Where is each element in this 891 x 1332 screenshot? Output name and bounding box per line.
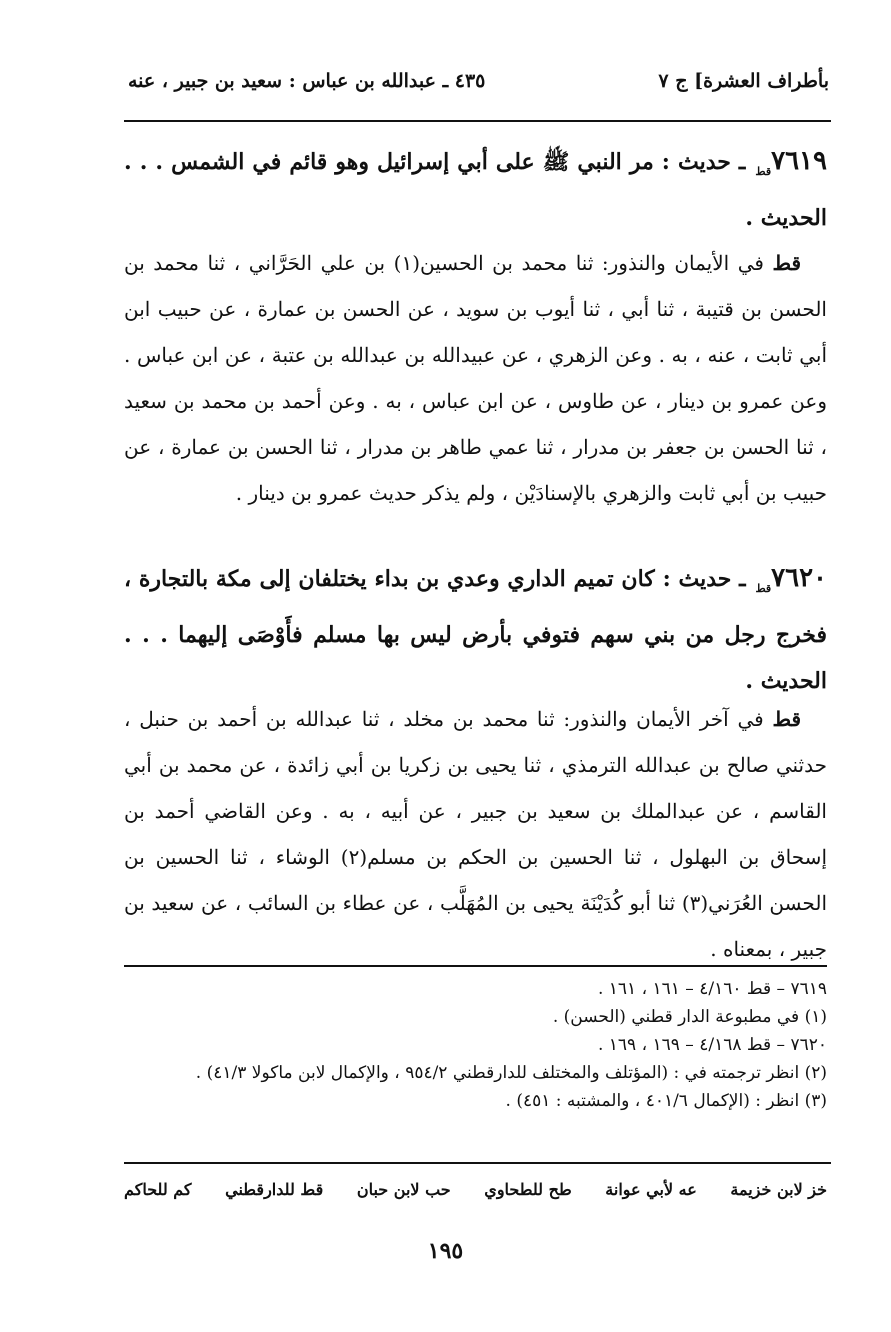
hadith-7620-heading: [124, 555, 827, 704]
hadith-7619-body: [124, 240, 827, 516]
footnote: ٧٦١٩ – قط ٤/١٦٠ – ١٦١ ، ١٦١ .: [597, 979, 827, 999]
hadith-title: ـ حديث : كان تميم الداري وعدي بن بداء يختلفان إلى مكة بالتجارة ، فخرج رجل من بني سهم فتوفي بأرض ليس بها مسلم فأَوْصَى إليهما . . . الحديث .: [124, 566, 827, 694]
running-header-book: بأطراف العشرة] ج ٧: [658, 70, 829, 92]
isnad-text: في الأيمان والنذور: ثنا محمد بن الحسين(١) بن علي الحَرَّاني ، ثنا محمد بن الحسن بن قتيبة ، ثنا أبي ، ثنا أيوب بن سويد ، عن الحسن بن عمارة ، عن حبيب ابن أبي ثابت ، عنه ، به . وعن الزهري ، عن عبيدالله بن عبدالله بن عتبة ، عن ابن عباس . وعن عمرو بن دينار ، عن طاوس ، عن ابن عباس ، به . وعن أحمد بن محمد بن سعيد ، ثنا الحسن بن جعفر بن مدرار ، ثنا عمي طاهر بن مدرار ، ثنا الحسن بن عمارة ، عن حبيب بن أبي ثابت والزهري بالإسنادَيْن ، ولم يذكر حديث عمرو بن دينار .: [124, 251, 827, 505]
abbreviations-bar: [124, 1180, 827, 1199]
hadith-number: ٧٦٢٠: [771, 563, 827, 593]
abbreviations-rule: [124, 1162, 831, 1164]
abbreviation: قط للدارقطني: [225, 1180, 324, 1199]
abbreviation: حب لابن حبان: [356, 1180, 451, 1199]
hadith-7619-heading: [124, 138, 827, 241]
source-sigla: قط: [772, 707, 802, 731]
hadith-title: ـ حديث : مر النبي ﷺ على أبي إسرائيل وهو قائم في الشمس . . . الحديث .: [124, 149, 827, 231]
page-number: ١٩٥: [427, 1238, 464, 1264]
abbreviation: عه لأبي عوانة: [605, 1180, 697, 1199]
header-rule: [124, 120, 831, 122]
abbreviation: خز لابن خزيمة: [730, 1180, 827, 1199]
hadith-number: ٧٦١٩: [771, 146, 827, 176]
footnote: (٣) انظر : (الإكمال ٤٠١/٦ ، والمشتبه : ٤٥١) .: [505, 1091, 827, 1111]
isnad-text: في آخر الأيمان والنذور: ثنا محمد بن مخلد ، ثنا عبدالله بن أحمد بن حنبل ، حدثني صالح بن عبدالله الترمذي ، ثنا يحيى بن زكريا بن أبي زائدة ، عن محمد بن أبي القاسم ، عن عبدالملك بن سعيد بن جبير ، عن أبيه ، به . وعن القاضي أحمد بن إسحاق بن البهلول ، ثنا الحسين بن الحكم بن مسلم(٢) الوشاء ، ثنا الحسين بن الحسن العُرَني(٣) ثنا أبو كُدَيْنَة يحيى بن المُهَلَّب ، عن عطاء بن السائب ، عن سعيد بن جبير ، بمعناه .: [124, 707, 827, 961]
footnotes: [124, 975, 827, 1115]
hadith-sigla: قط: [755, 582, 772, 595]
abbreviation: طح للطحاوي: [484, 1180, 572, 1199]
abbreviation: كم للحاكم: [124, 1180, 192, 1199]
hadith-sigla: قط: [755, 165, 772, 178]
footnote: (٢) انظر ترجمته في : (المؤتلف والمختلف للدارقطني ٩٥٤/٢ ، والإكمال لابن ماكولا ٤١/٣) .: [195, 1063, 827, 1083]
source-sigla: قط: [772, 251, 802, 275]
running-header-section: ٤٣٥ ـ عبدالله بن عباس : سعيد بن جبير ، عنه: [128, 70, 486, 92]
hadith-7620-body: [124, 696, 827, 972]
footnote-rule: [124, 965, 827, 967]
footnote: (١) في مطبوعة الدار قطني (الحسن) .: [552, 1007, 827, 1027]
footnote: ٧٦٢٠ – قط ٤/١٦٨ – ١٦٩ ، ١٦٩ .: [597, 1035, 827, 1055]
